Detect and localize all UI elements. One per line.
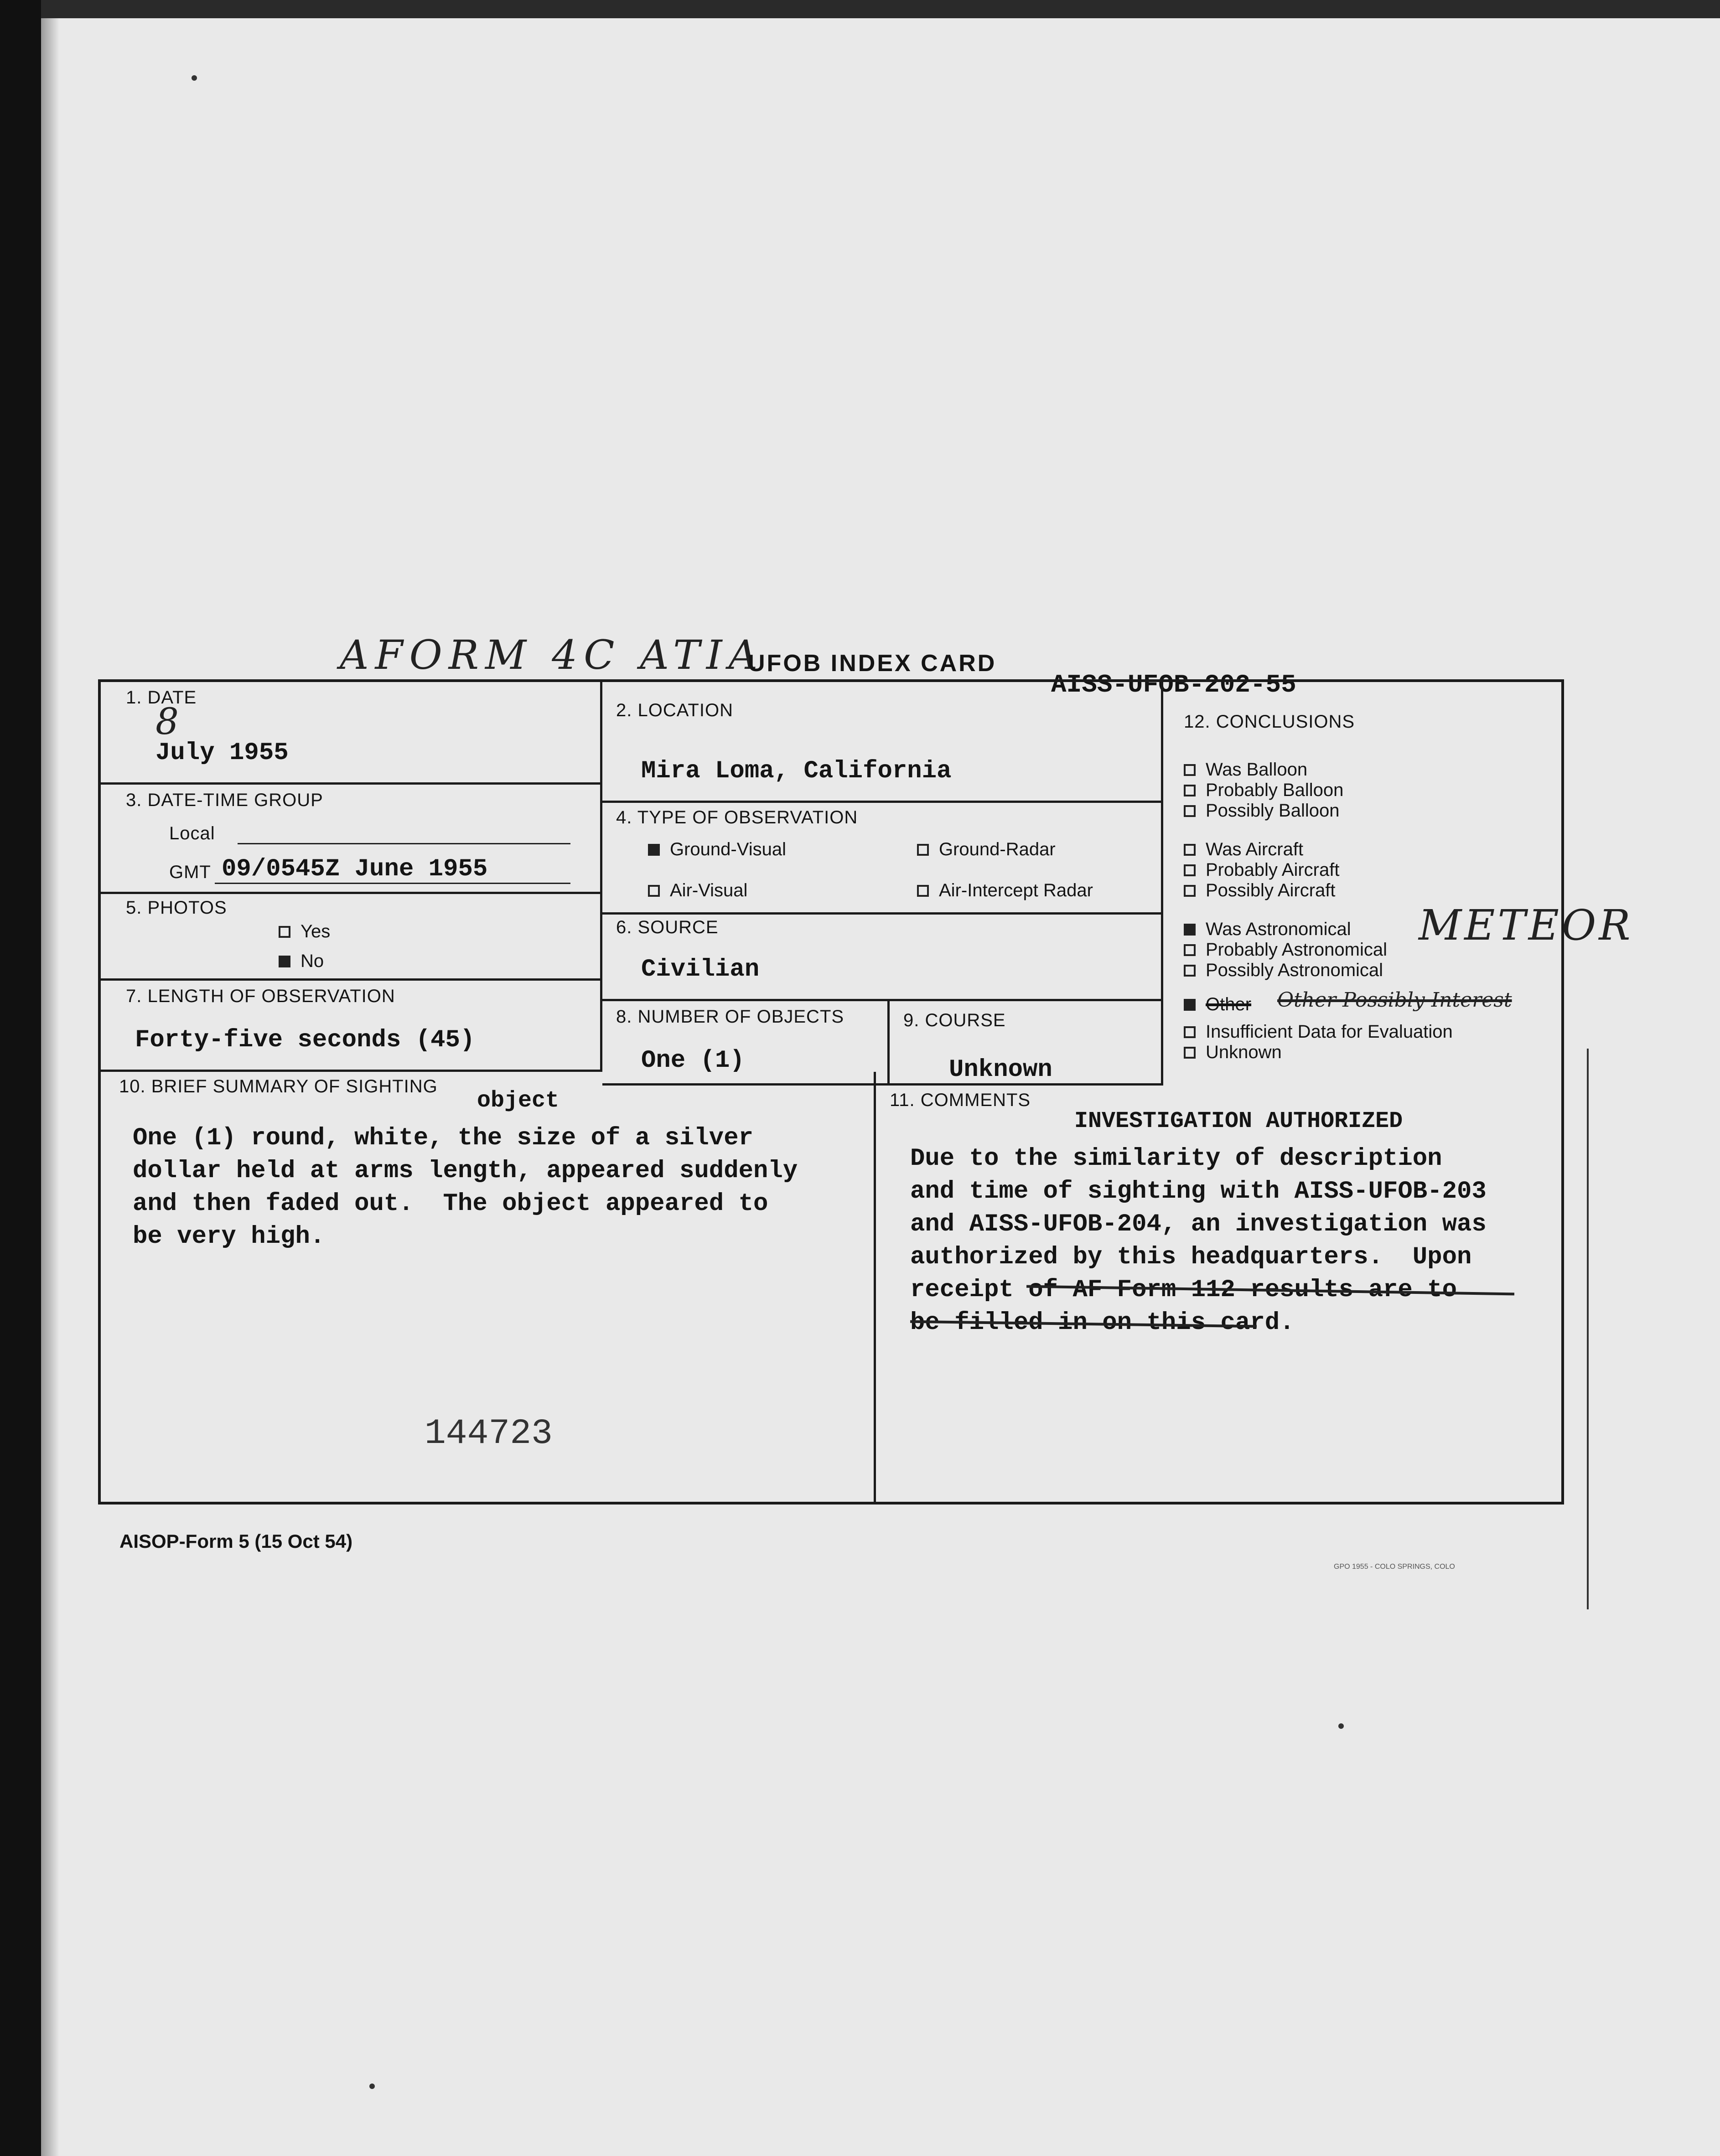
comments-line: receipt of AF Form 112 results are to [910, 1276, 1457, 1304]
comments-line: Due to the similarity of description [910, 1145, 1442, 1173]
date-value: July 1955 [155, 739, 289, 767]
photos-cell [101, 894, 602, 981]
film-edge-shadow [41, 18, 59, 2156]
checkbox[interactable] [1184, 965, 1196, 977]
card-right-edge [1587, 1049, 1589, 1609]
film-edge-left [0, 0, 41, 2156]
comments-line: be filled in on this card. [910, 1309, 1295, 1337]
conclusion-option[interactable] [1184, 860, 1339, 880]
ufob-index-card [98, 679, 1633, 1505]
card-title: UFOB INDEX CARD [748, 650, 997, 677]
checkbox[interactable] [1184, 944, 1196, 956]
number-of-objects-value: One (1) [641, 1047, 745, 1075]
date-day-handwritten: 8 [155, 700, 179, 743]
option-label: Insufficient Data for Evaluation [1206, 1022, 1453, 1042]
conclusions-cell [1163, 682, 1633, 1086]
film-edge-top [0, 0, 1720, 18]
struck-handwriting: Other Possibly Interest [1277, 988, 1512, 1012]
comments-line: authorized by this headquarters. Upon [910, 1243, 1472, 1271]
checkbox[interactable] [1184, 1026, 1196, 1038]
checkbox[interactable] [1184, 1047, 1196, 1059]
option-label: Probably Aircraft [1206, 860, 1340, 880]
length-of-observation-label: 7. LENGTH OF OBSERVATION [126, 986, 395, 1006]
checkbox[interactable] [279, 926, 290, 938]
course-value: Unknown [949, 1056, 1052, 1084]
source-cell [602, 915, 1163, 1001]
comments-cell [876, 1086, 1565, 1503]
serial-number: 144723 [425, 1414, 553, 1454]
gmt-value: 09/0545Z June 1955 [222, 855, 488, 883]
photos-label: 5. PHOTOS [126, 898, 227, 918]
form-id: AISOP-Form 5 (15 Oct 54) [119, 1530, 353, 1552]
local-line [238, 843, 570, 844]
location-value: Mira Loma, California [641, 757, 952, 785]
length-of-observation-value: Forty-five seconds (45) [135, 1026, 475, 1054]
conclusion-option[interactable] [1184, 780, 1343, 801]
conclusion-option[interactable] [1184, 760, 1307, 780]
checkbox[interactable] [1184, 805, 1196, 817]
number-of-objects-label: 8. NUMBER OF OBJECTS [616, 1007, 844, 1027]
brief-summary-line: dollar held at arms length, appeared suddenly [133, 1157, 798, 1185]
comments-heading: INVESTIGATION AUTHORIZED [1074, 1108, 1403, 1134]
type-of-observation-cell [602, 803, 1163, 915]
option-label: Yes [300, 921, 331, 941]
conclusion-option[interactable] [1184, 839, 1303, 860]
option-label: Was Aircraft [1206, 839, 1304, 859]
option-label: Other [1206, 994, 1252, 1014]
comments-line: and time of sighting with AISS-UFOB-203 [910, 1178, 1487, 1205]
date-label: 1. DATE [126, 688, 197, 708]
checkbox[interactable] [1184, 924, 1196, 936]
conclusion-option[interactable] [1184, 919, 1351, 940]
checkbox[interactable] [1184, 885, 1196, 897]
printer-mark: GPO 1955 - COLO SPRINGS, COLO [1334, 1563, 1455, 1571]
speck [192, 75, 197, 81]
checkbox[interactable] [917, 885, 929, 897]
handwritten-header: AFORM 4C ATIA [340, 631, 764, 678]
option-label: Probably Balloon [1206, 780, 1344, 800]
option-label: Possibly Aircraft [1206, 880, 1336, 900]
checkbox[interactable] [1184, 999, 1196, 1011]
option-photos-yes[interactable] [279, 921, 330, 942]
conclusion-option[interactable] [1184, 1042, 1282, 1063]
checkbox[interactable] [648, 885, 660, 897]
checkbox[interactable] [917, 844, 929, 856]
location-label: 2. LOCATION [616, 700, 733, 720]
course-cell [890, 1001, 1163, 1086]
date-time-group-cell [101, 785, 602, 894]
source-label: 6. SOURCE [616, 917, 719, 937]
gmt-label: GMT [169, 862, 211, 882]
checkbox[interactable] [1184, 864, 1196, 876]
checkbox[interactable] [1184, 764, 1196, 776]
option-label: Possibly Astronomical [1206, 960, 1383, 980]
type-of-observation-label: 4. TYPE OF OBSERVATION [616, 807, 858, 827]
conclusion-option[interactable] [1184, 960, 1383, 981]
option-label: Air-Intercept Radar [939, 880, 1093, 900]
option-label: Ground-Radar [939, 839, 1056, 859]
handwritten-meteor: METEOR [1419, 901, 1633, 950]
option-label: Was Astronomical [1206, 919, 1351, 939]
conclusions-label: 12. CONCLUSIONS [1184, 712, 1355, 732]
conclusion-option[interactable] [1184, 801, 1340, 821]
brief-summary-line: be very high. [133, 1223, 325, 1251]
length-of-observation-cell [101, 981, 602, 1072]
comments-label: 11. COMMENTS [890, 1090, 1031, 1110]
source-value: Civilian [641, 956, 760, 983]
checkbox[interactable] [648, 844, 660, 856]
conclusion-option[interactable] [1184, 880, 1336, 901]
brief-summary-insert: object [477, 1088, 560, 1114]
location-cell [602, 682, 1163, 803]
card-number: AISS-UFOB-202-55 [1051, 670, 1296, 699]
option-ground-visual[interactable] [648, 839, 786, 860]
option-photos-no[interactable] [279, 951, 324, 972]
option-label: Probably Astronomical [1206, 940, 1387, 960]
conclusion-option-struck[interactable] [1184, 994, 1251, 1015]
date-time-group-label: 3. DATE-TIME GROUP [126, 790, 323, 810]
option-label: Air-Visual [670, 880, 748, 900]
option-air-intercept-radar[interactable] [917, 880, 1093, 901]
date-cell [101, 682, 602, 785]
conclusion-option[interactable] [1184, 940, 1387, 960]
course-label: 9. COURSE [903, 1010, 1006, 1030]
checkbox[interactable] [1184, 785, 1196, 796]
speck [1338, 1723, 1344, 1729]
brief-summary-line: One (1) round, white, the size of a silver [133, 1124, 754, 1152]
option-label: Possibly Balloon [1206, 801, 1340, 821]
option-ground-radar[interactable] [917, 839, 1056, 860]
conclusion-option[interactable] [1184, 1022, 1453, 1042]
option-label: No [300, 951, 324, 971]
checkbox[interactable] [279, 956, 290, 967]
option-label: Was Balloon [1206, 760, 1308, 780]
speck [369, 2084, 375, 2089]
checkbox[interactable] [1184, 844, 1196, 856]
comments-line: and AISS-UFOB-204, an investigation was [910, 1210, 1487, 1238]
option-label: Unknown [1206, 1042, 1282, 1062]
option-air-visual[interactable] [648, 880, 747, 901]
local-label: Local [169, 823, 215, 843]
brief-summary-line: and then faded out. The object appeared to [133, 1190, 768, 1218]
option-label: Ground-Visual [670, 839, 786, 859]
brief-summary-label: 10. BRIEF SUMMARY OF SIGHTING [119, 1076, 438, 1096]
